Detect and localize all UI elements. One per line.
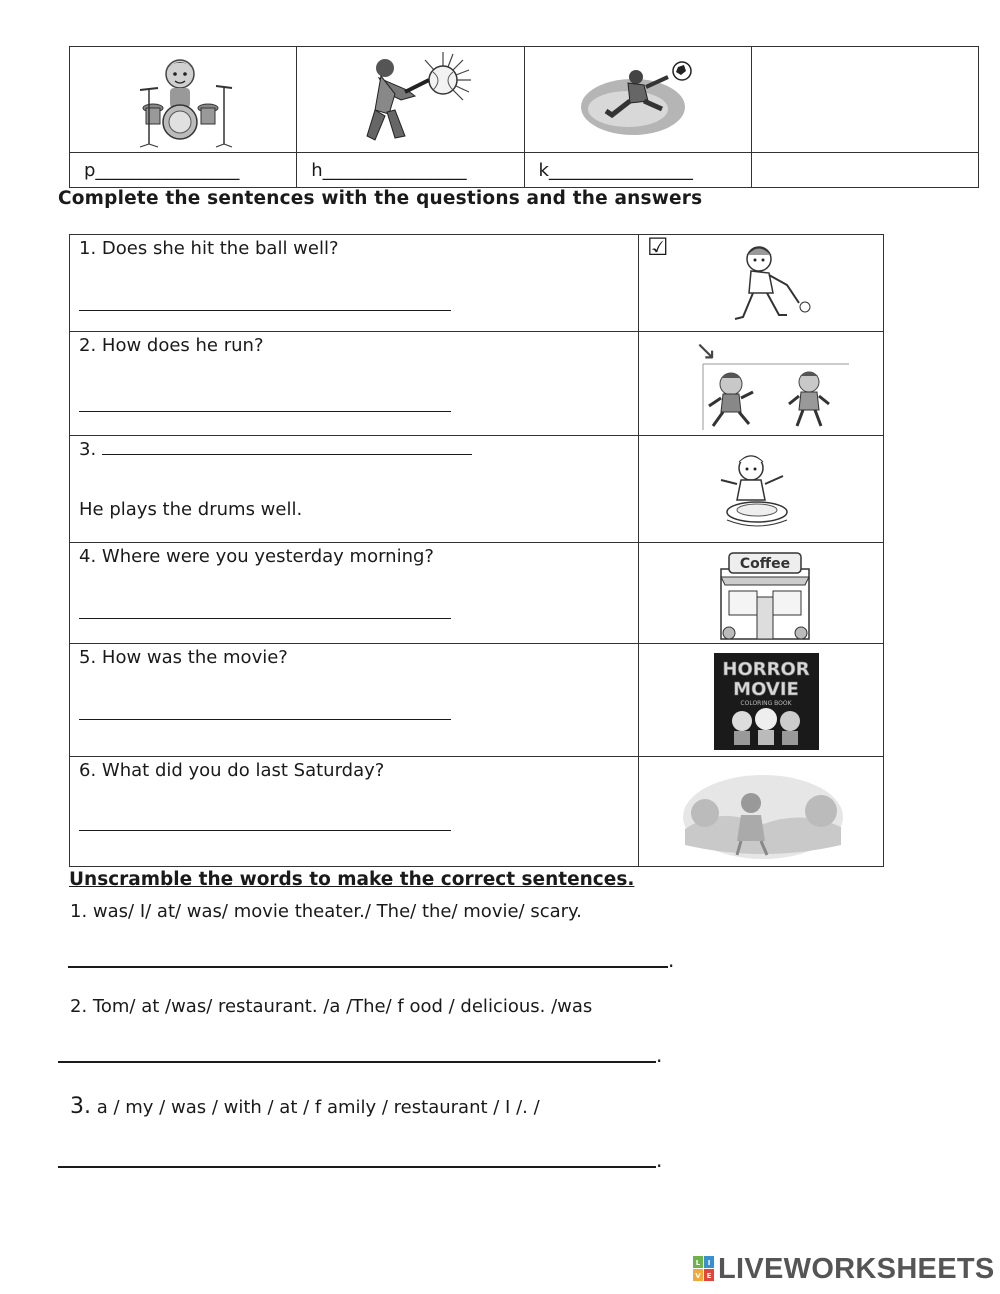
brand-name: LIVEWORKSHEETS (718, 1252, 995, 1285)
soccer-kicker-icon (578, 57, 698, 143)
picture-cell-2 (297, 47, 524, 153)
picture-table (69, 46, 979, 188)
word-label-h[interactable]: h________________ (297, 153, 524, 188)
question-text: What did you do last Saturday? (101, 760, 385, 781)
complete-heading: Complete the sentences with the questions and the answers (58, 188, 703, 209)
sentence-period: . (668, 948, 675, 972)
word-label-p[interactable]: p________________ (70, 153, 297, 188)
poster-title-line-2: MOVIE (733, 679, 799, 700)
answer-line[interactable] (79, 295, 451, 316)
image-cell-3 (639, 436, 884, 543)
question-number: 1. (79, 238, 97, 259)
question-number: 5. (79, 647, 97, 668)
image-cell-2 (639, 332, 884, 436)
answer-line[interactable] (79, 704, 451, 725)
answer-line[interactable] (79, 815, 451, 836)
boy-drumming-icon (713, 450, 803, 532)
poster-subtitle: COLORING BOOK (740, 700, 792, 707)
drummer-boy-icon (128, 52, 238, 148)
qa-row (70, 543, 884, 644)
qa-table (69, 234, 884, 867)
coffee-sign-text: Coffee (739, 556, 791, 572)
question-cell-6 (70, 757, 639, 867)
question-cell-3 (70, 436, 639, 543)
answer-text: He plays the drums well. (79, 499, 303, 520)
svg-text:I: I (707, 1259, 711, 1267)
arrow-down-right-icon: ↘ (695, 336, 717, 366)
image-cell-1 (639, 235, 884, 332)
checkbox-checked-icon: ☑ (647, 233, 669, 261)
question-text: Does she hit the ball well? (101, 238, 339, 259)
question-blank[interactable] (102, 453, 472, 455)
picture-cell-4 (751, 47, 978, 153)
sentence-period: . (656, 1043, 663, 1067)
answer-line-1[interactable] (68, 966, 668, 968)
scrambled-sentence-2: 2. Tom/ at /was/ restaurant. /a /The/ f ood / delicious. /was (70, 996, 593, 1017)
question-number: 3. (79, 439, 97, 460)
question-text: How does he run? (101, 335, 264, 356)
qa-row (70, 332, 884, 436)
scrambled-sentence-3: 3. a / my / was / with / at / f amily / restaurant / I /. / (70, 1094, 540, 1119)
picture-cell-1 (70, 47, 297, 153)
coffee-shop-icon (715, 551, 815, 641)
question-number: 6. (79, 760, 97, 781)
image-cell-6 (639, 757, 884, 867)
svg-text:V: V (695, 1272, 701, 1280)
picture-cell-3 (524, 47, 751, 153)
boys-running-icon (701, 362, 851, 432)
unscramble-heading: Unscramble the words to make the correct sentences. (69, 869, 635, 890)
question-cell-4 (70, 543, 639, 644)
image-cell-5 (639, 644, 884, 757)
word-label-empty (751, 153, 978, 188)
answer-line-2[interactable] (58, 1061, 656, 1063)
question-number: 2. (79, 335, 97, 356)
question-text: Where were you yesterday morning? (101, 546, 434, 567)
word-label-k[interactable]: k________________ (524, 153, 751, 188)
baseball-player-icon (345, 50, 475, 150)
scrambled-sentence-1: 1. was/ I/ at/ was/ movie theater./ The/ the/ movie/ scary. (70, 901, 582, 922)
sentence-period: . (656, 1148, 663, 1172)
answer-line-3[interactable] (58, 1166, 656, 1168)
question-cell-5 (70, 644, 639, 757)
question-cell-1 (70, 235, 639, 332)
question-text: How was the movie? (101, 647, 288, 668)
answer-line[interactable] (79, 396, 451, 417)
girl-in-park-icon (681, 765, 843, 861)
svg-text:E: E (706, 1272, 712, 1280)
qa-row (70, 235, 884, 332)
image-cell-4 (639, 543, 884, 644)
qa-row (70, 757, 884, 867)
answer-line[interactable] (79, 603, 451, 624)
qa-row (70, 436, 884, 543)
horror-movie-poster-icon (714, 653, 819, 750)
question-number: 4. (79, 546, 97, 567)
svg-text:L: L (695, 1259, 701, 1267)
girl-hitting-ball-icon (725, 241, 815, 327)
qa-row (70, 644, 884, 757)
question-cell-2 (70, 332, 639, 436)
liveworksheets-badge-icon (693, 1256, 715, 1282)
poster-title-line-1: HORROR (722, 659, 810, 680)
liveworksheets-logo[interactable] (693, 1252, 995, 1286)
